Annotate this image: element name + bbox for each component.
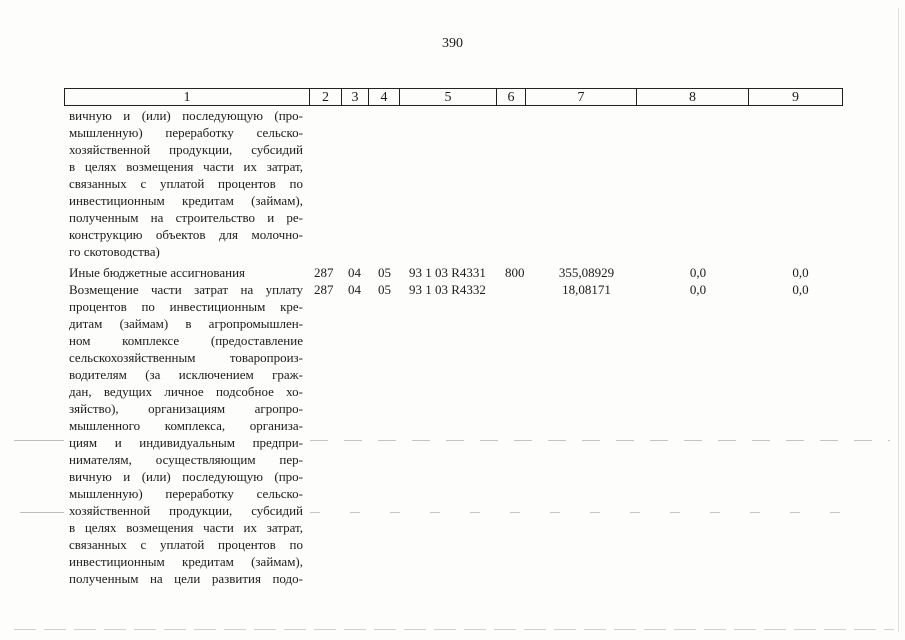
- description-line: связанных с уплатой процентов по: [69, 537, 303, 552]
- page-number: 390: [442, 36, 463, 51]
- row-col2-value: 287: [314, 265, 334, 280]
- description-line: хозяйственной продукции, субсидий: [69, 142, 303, 157]
- description-line: сельскохозяйственным товаропроиз-: [69, 350, 303, 365]
- column-number-header: [64, 88, 843, 106]
- row-col2-value: 287: [314, 282, 334, 297]
- description-line: вичную и (или) последующую (про-: [69, 108, 303, 123]
- header-col-4: 4: [369, 89, 400, 105]
- row-col8-value: 0,0: [689, 282, 707, 297]
- scan-artifact: [14, 440, 64, 441]
- header-col-6: 6: [497, 89, 526, 105]
- description-line: полученным на цели развития подо-: [69, 571, 303, 586]
- description-line: дан, ведущих личное подсобное хо-: [69, 384, 303, 399]
- description-line: дитам (займам) в агропромышлен-: [69, 316, 303, 331]
- description-line: водителям (за исключением граж-: [69, 367, 303, 382]
- description-line: мышленную) переработку сельско-: [69, 125, 303, 140]
- description-line: мышленную) переработку сельско-: [69, 486, 303, 501]
- row-col9-value: 0,0: [792, 282, 809, 297]
- row-col7-value: 355,08929: [558, 265, 615, 280]
- description-line: конструкцию объектов для молочно-: [69, 227, 303, 242]
- row-col4-value: 05: [378, 265, 391, 280]
- row-name: Возмещение части затрат на уплату: [69, 282, 303, 297]
- row-col8-value: 0,0: [689, 265, 707, 280]
- scan-artifact: [310, 440, 890, 441]
- description-line: циям и индивидуальным предпри-: [69, 435, 303, 450]
- row-col7-value: 18,08171: [562, 282, 611, 297]
- description-line: инвестиционным кредитам (займам),: [69, 554, 303, 569]
- description-line: зяйство), организациям агропро-: [69, 401, 303, 416]
- row-col5-value: 93 1 03 R4332: [409, 282, 486, 297]
- header-col-1: 1: [65, 89, 310, 105]
- description-line: ном комплексе (предоставление: [69, 333, 303, 348]
- description-line: го скотоводства): [69, 244, 160, 259]
- row-col4-value: 05: [378, 282, 391, 297]
- row-name: Иные бюджетные ассигнования: [69, 265, 246, 280]
- scan-artifact: [20, 512, 64, 513]
- row-col3-value: 04: [348, 265, 361, 280]
- description-line: полученным на строительство и ре-: [69, 210, 303, 225]
- description-line: инвестиционным кредитам (займам),: [69, 193, 303, 208]
- description-line: вичную и (или) последующую (про-: [69, 469, 303, 484]
- scan-edge-line: [898, 8, 899, 632]
- row-col5-value: 93 1 03 R4331: [409, 265, 486, 280]
- scan-artifact: [14, 629, 894, 630]
- description-line: в целях возмещения части их затрат,: [69, 159, 303, 174]
- description-line: процентов по инвестиционным кре-: [69, 299, 303, 314]
- row-col3-value: 04: [348, 282, 361, 297]
- header-col-5: 5: [400, 89, 497, 105]
- header-col-9: 9: [792, 90, 799, 105]
- header-col-2: 2: [310, 89, 342, 105]
- description-line: хозяйственной продукции, субсидий: [69, 503, 303, 518]
- description-line: в целях возмещения части их затрат,: [69, 520, 303, 535]
- description-line: нимателям, осуществляющим пер-: [69, 452, 303, 467]
- header-col-8: 8: [637, 89, 749, 105]
- header-col-3: 3: [342, 89, 369, 105]
- row-col9-value: 0,0: [792, 265, 809, 280]
- description-line: мышленного комплекса, организа-: [69, 418, 303, 433]
- description-line: связанных с уплатой процентов по: [69, 176, 303, 191]
- header-col-7: 7: [526, 89, 637, 105]
- row-col6-value: 800: [505, 265, 525, 280]
- scan-artifact: [310, 512, 860, 513]
